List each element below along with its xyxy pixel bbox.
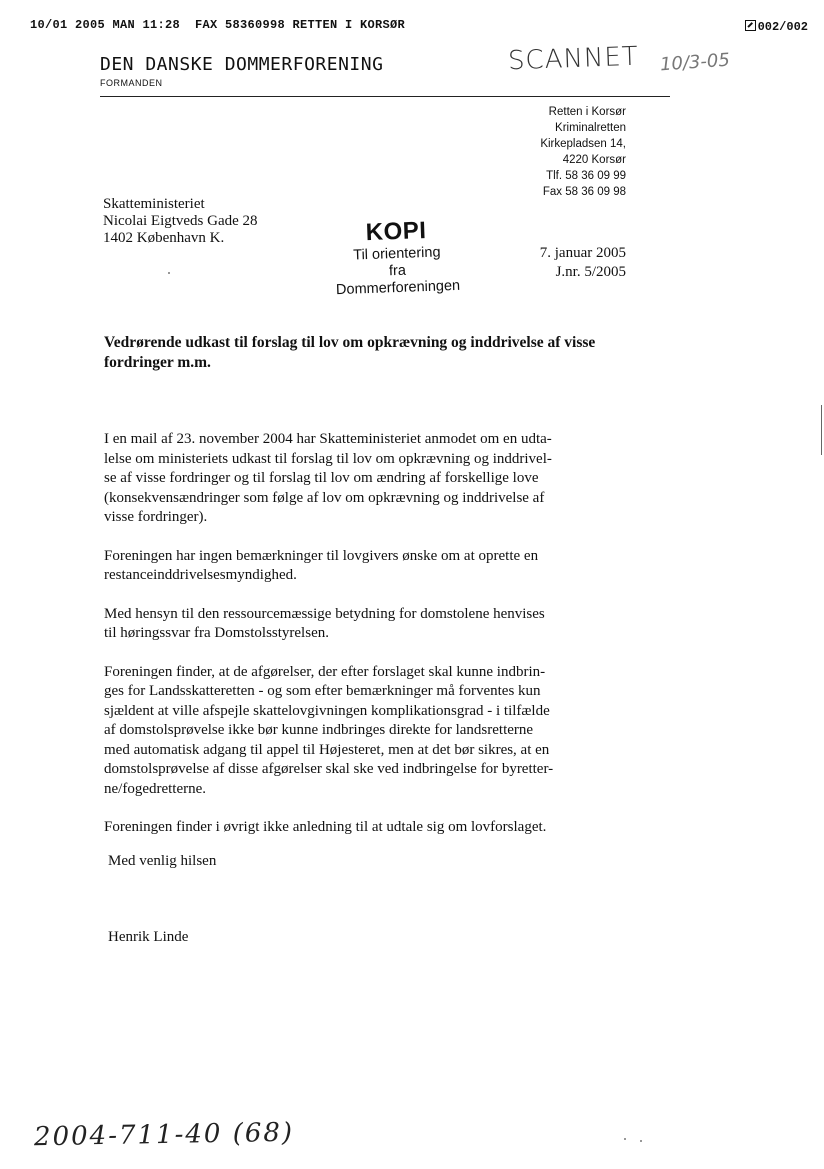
fax-page-number: 002/002 [757, 20, 808, 34]
letterhead-divider [100, 96, 670, 97]
body-paragraph: Foreningen har ingen bemærkninger til lovgivers ønske om at oprette en restanceinddrivelsesmyndighed. [104, 547, 539, 583]
body-paragraph: Foreningen finder i øvrigt ikke anledning til at udtale sig om lovforslaget. [104, 819, 547, 835]
sender-address-line: Kriminalretten [555, 122, 626, 134]
sender-address [526, 104, 626, 200]
journal-number: J.nr. 5/2005 [555, 264, 626, 280]
recipient-line: Nicolai Eigtveds Gade 28 [103, 213, 258, 229]
scan-speck [624, 1138, 626, 1140]
scan-speck [640, 1140, 642, 1142]
letter-body [104, 430, 624, 857]
scanned-stamp: SCANNET [507, 41, 640, 77]
body-paragraph: I en mail af 23. november 2004 har Skatteministeriet anmodet om en udta- lelse om ministeriets udkast til forslag til lov om opkrævning og inddrivel- se af visse fordringer og til forslag til lov om ændring af forskellige love (konsekvensændringer som følge af lov om opkrævning og inddrivelse af visse fordringer). [104, 431, 552, 525]
body-paragraph: Med hensyn til den ressourcemæssige betydning for domstolene henvises til høringssvar fra Domstolsstyrelsen. [104, 605, 545, 641]
copy-stamp-line: fra [388, 262, 407, 280]
sender-address-line: Fax 58 36 09 98 [542, 186, 626, 198]
letter-subject: Vedrørende udkast til forslag til lov om opkrævning og inddrivelse af visse fordringer m.m. [104, 334, 596, 371]
handwritten-reference: 2004-711-40 (68) [33, 1117, 295, 1153]
copy-stamp-line: Til orientering [352, 244, 441, 264]
sender-address-line: 4220 Korsør [562, 154, 626, 166]
sender-address-line: Tlf. 58 36 09 99 [546, 170, 626, 182]
recipient-line: 1402 København K. [103, 230, 225, 246]
date-block [500, 244, 626, 282]
letter-date: 7. januar 2005 [539, 245, 626, 261]
sender-address-line: Kirkepladsen 14, [540, 138, 626, 150]
letter-closing: Med venlig hilsen [108, 853, 217, 869]
fax-page-counter [745, 20, 808, 34]
letterhead-org-name: DEN DANSKE DOMMERFORENING [100, 54, 384, 75]
body-paragraph: Foreningen finder, at de afgørelser, der efter forslaget skal kunne indbrin- ges for Landsskatteretten - og som efter bemærkninger må forventes kun sjældent at ville afspejle skattelovgivningen komplikationsgrad - i tilfælde af domstolsprøvelse ikke bør kunne indbringes direkte for landsretterne med automatisk adgang til appel til Højesteret, men at det bør sikres, at en domstolsprøvelse af disse afgørelser skal ske ved indbringelse for byretter- ne/fogedretterne. [104, 663, 554, 797]
scanned-stamp-note: 10/3-05 [659, 49, 731, 76]
copy-stamp-title: KOPI [365, 216, 427, 247]
fax-checkbox-icon [745, 20, 756, 31]
letterhead-subtitle: FORMANDEN [100, 78, 163, 88]
copy-stamp-line: Dommerforeningen [335, 277, 461, 299]
fax-header-line: 10/01 2005 MAN 11:28 FAX 58360998 RETTEN I KORSØR [30, 18, 406, 32]
sender-address-line: Retten i Korsør [548, 106, 626, 118]
recipient-address [103, 196, 258, 247]
recipient-line: Skatteministeriet [103, 196, 205, 212]
scan-speck [168, 272, 170, 274]
scan-edge-mark [821, 405, 823, 455]
copy-stamp [321, 215, 474, 299]
letter-signer: Henrik Linde [108, 929, 189, 945]
